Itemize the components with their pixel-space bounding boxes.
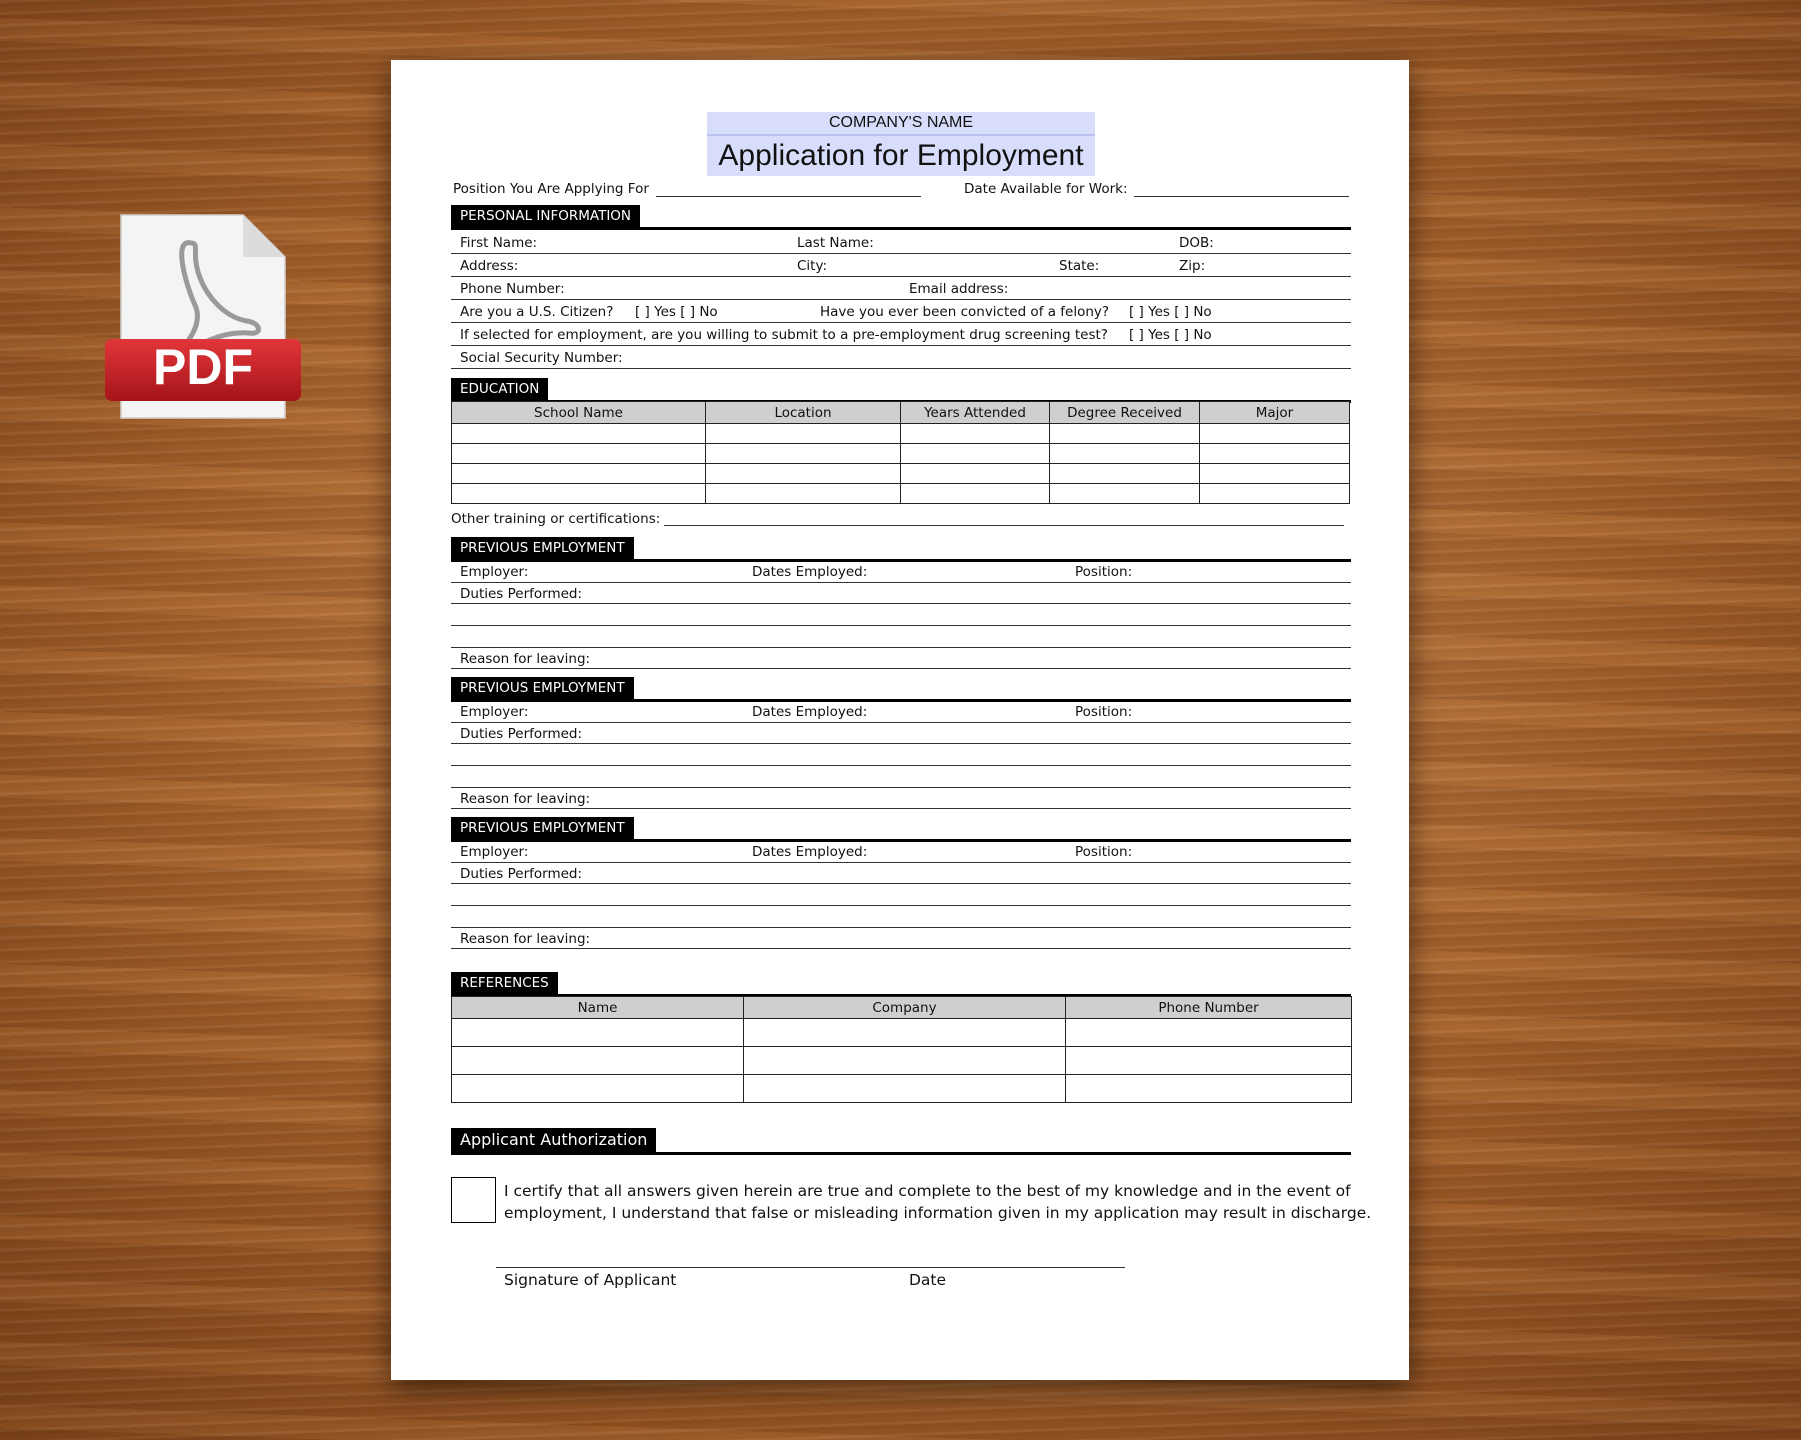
table-cell[interactable] xyxy=(706,484,901,504)
table-cell[interactable] xyxy=(1066,1075,1352,1103)
employer-row[interactable] xyxy=(451,701,1351,723)
column-header: Phone Number xyxy=(1066,997,1352,1019)
employer-row[interactable] xyxy=(451,841,1351,863)
address-label: Address: xyxy=(460,258,519,274)
position-label: Position: xyxy=(1075,844,1133,860)
table-cell[interactable] xyxy=(1050,444,1200,464)
position-label: Position: xyxy=(1075,704,1133,720)
table-cell[interactable] xyxy=(452,444,706,464)
felony-options[interactable]: [ ] Yes [ ] No xyxy=(1129,304,1212,320)
table-row xyxy=(452,444,1350,464)
table-row xyxy=(452,1019,1352,1047)
table-cell[interactable] xyxy=(1200,444,1350,464)
felony-label: Have you ever been convicted of a felony? xyxy=(820,304,1110,320)
dob-label: DOB: xyxy=(1179,235,1214,251)
references-header-row xyxy=(452,997,1352,1019)
dates-employed-label: Dates Employed: xyxy=(752,844,868,860)
title-block xyxy=(707,112,1095,176)
section-previous-employment-1 xyxy=(451,537,1351,562)
address-row[interactable] xyxy=(451,254,1351,277)
first-name-label: First Name: xyxy=(460,235,538,251)
table-cell[interactable] xyxy=(452,464,706,484)
table-cell[interactable] xyxy=(744,1075,1066,1103)
duties-extra-line[interactable] xyxy=(451,765,1351,766)
reason-row[interactable] xyxy=(451,788,1351,809)
column-header: Name xyxy=(452,997,744,1019)
column-header: Location xyxy=(706,402,901,424)
other-training-label: Other training or certifications: xyxy=(451,511,661,527)
table-cell[interactable] xyxy=(1200,424,1350,444)
certification-text xyxy=(504,1180,1371,1224)
drug-test-label: If selected for employment, are you willing to submit to a pre-employment drug screening test? xyxy=(460,327,1108,343)
ssn-label: Social Security Number: xyxy=(460,350,623,366)
duties-row[interactable] xyxy=(451,583,1351,604)
table-cell[interactable] xyxy=(1200,484,1350,504)
position-label: Position: xyxy=(1075,564,1133,580)
section-title: Applicant Authorization xyxy=(451,1128,656,1152)
section-title: REFERENCES xyxy=(451,972,558,994)
duties-label: Duties Performed: xyxy=(460,726,583,742)
phone-label: Phone Number: xyxy=(460,281,565,297)
table-cell[interactable] xyxy=(706,444,901,464)
drug-test-options[interactable]: [ ] Yes [ ] No xyxy=(1129,327,1212,343)
duties-row[interactable] xyxy=(451,723,1351,744)
certify-checkbox[interactable] xyxy=(451,1177,496,1223)
citizen-label: Are you a U.S. Citizen? xyxy=(460,304,614,320)
column-header: Company xyxy=(744,997,1066,1019)
name-row[interactable] xyxy=(451,231,1351,254)
table-cell[interactable] xyxy=(744,1047,1066,1075)
reason-label: Reason for leaving: xyxy=(460,931,591,947)
section-title: PREVIOUS EMPLOYMENT xyxy=(451,817,634,839)
table-cell[interactable] xyxy=(1066,1019,1352,1047)
column-header: School Name xyxy=(452,402,706,424)
table-cell[interactable] xyxy=(452,1047,744,1075)
education-header-row xyxy=(452,402,1350,424)
section-applicant-authorization xyxy=(451,1128,1351,1155)
date-available-input-line[interactable] xyxy=(1134,196,1349,197)
application-form-page xyxy=(391,60,1409,1380)
table-row xyxy=(452,424,1350,444)
date-available-row xyxy=(964,181,1128,197)
duties-extra-line[interactable] xyxy=(451,625,1351,626)
section-title: PREVIOUS EMPLOYMENT xyxy=(451,537,634,559)
ssn-row[interactable] xyxy=(451,346,1351,369)
email-label: Email address: xyxy=(909,281,1009,297)
table-cell[interactable] xyxy=(901,484,1050,504)
section-previous-employment-2 xyxy=(451,677,1351,702)
certification-line-2: employment, I understand that false or misleading information given in my application may result in discharge. xyxy=(504,1204,1372,1222)
column-header: Degree Received xyxy=(1050,402,1200,424)
table-row xyxy=(452,464,1350,484)
position-input-line[interactable] xyxy=(656,196,921,197)
table-row xyxy=(452,1047,1352,1075)
company-name[interactable]: COMPANY'S NAME xyxy=(707,112,1095,136)
reason-label: Reason for leaving: xyxy=(460,651,591,667)
section-education xyxy=(451,378,1351,403)
pdf-file-icon xyxy=(103,213,303,423)
section-title: PREVIOUS EMPLOYMENT xyxy=(451,677,634,699)
references-table xyxy=(451,996,1352,1103)
city-label: City: xyxy=(797,258,828,274)
position-row xyxy=(453,181,649,197)
duties-row[interactable] xyxy=(451,863,1351,884)
section-previous-employment-3 xyxy=(451,817,1351,842)
last-name-label: Last Name: xyxy=(797,235,874,251)
table-cell[interactable] xyxy=(901,444,1050,464)
table-cell[interactable] xyxy=(744,1019,1066,1047)
reason-label: Reason for leaving: xyxy=(460,791,591,807)
form-title: Application for Employment xyxy=(718,139,1084,172)
pdf-badge-text: PDF xyxy=(153,339,253,395)
column-header: Major xyxy=(1200,402,1350,424)
contact-row[interactable] xyxy=(451,277,1351,300)
table-cell[interactable] xyxy=(706,424,901,444)
employer-label: Employer: xyxy=(460,844,529,860)
section-title: EDUCATION xyxy=(451,378,548,400)
duties-extra-line[interactable] xyxy=(451,905,1351,906)
education-table xyxy=(451,401,1350,504)
reason-row[interactable] xyxy=(451,928,1351,949)
citizen-options[interactable]: [ ] Yes [ ] No xyxy=(635,304,718,320)
table-cell[interactable] xyxy=(452,1075,744,1103)
table-cell[interactable] xyxy=(452,424,706,444)
table-cell[interactable] xyxy=(1050,484,1200,504)
duties-label: Duties Performed: xyxy=(460,866,583,882)
dates-employed-label: Dates Employed: xyxy=(752,564,868,580)
table-row xyxy=(452,484,1350,504)
date-label: Date xyxy=(909,1271,947,1289)
drug-test-row xyxy=(451,323,1351,346)
position-label: Position You Are Applying For xyxy=(453,181,649,197)
other-training-row xyxy=(451,511,660,527)
zip-label: Zip: xyxy=(1179,258,1206,274)
table-cell[interactable] xyxy=(901,464,1050,484)
table-cell[interactable] xyxy=(1050,424,1200,444)
section-personal-information xyxy=(451,205,1351,230)
column-header: Years Attended xyxy=(901,402,1050,424)
employer-label: Employer: xyxy=(460,704,529,720)
state-label: State: xyxy=(1059,258,1100,274)
table-cell[interactable] xyxy=(1066,1047,1352,1075)
reason-row[interactable] xyxy=(451,648,1351,669)
table-cell[interactable] xyxy=(1200,464,1350,484)
table-cell[interactable] xyxy=(452,1019,744,1047)
table-cell[interactable] xyxy=(706,464,901,484)
other-training-input-line[interactable] xyxy=(664,525,1344,526)
employer-row[interactable] xyxy=(451,561,1351,583)
employer-label: Employer: xyxy=(460,564,529,580)
signature-label: Signature of Applicant xyxy=(504,1271,677,1289)
table-row xyxy=(452,1075,1352,1103)
date-available-label: Date Available for Work: xyxy=(964,181,1128,197)
table-cell[interactable] xyxy=(1050,464,1200,484)
dates-employed-label: Dates Employed: xyxy=(752,704,868,720)
signature-line[interactable] xyxy=(496,1267,1125,1268)
table-cell[interactable] xyxy=(901,424,1050,444)
section-title: PERSONAL INFORMATION xyxy=(451,205,640,227)
citizen-felony-row xyxy=(451,300,1351,323)
table-cell[interactable] xyxy=(452,484,706,504)
duties-label: Duties Performed: xyxy=(460,586,583,602)
certification-line-1: I certify that all answers given herein are true and complete to the best of my knowledge and in the event of xyxy=(504,1182,1351,1200)
section-references xyxy=(451,972,1351,997)
